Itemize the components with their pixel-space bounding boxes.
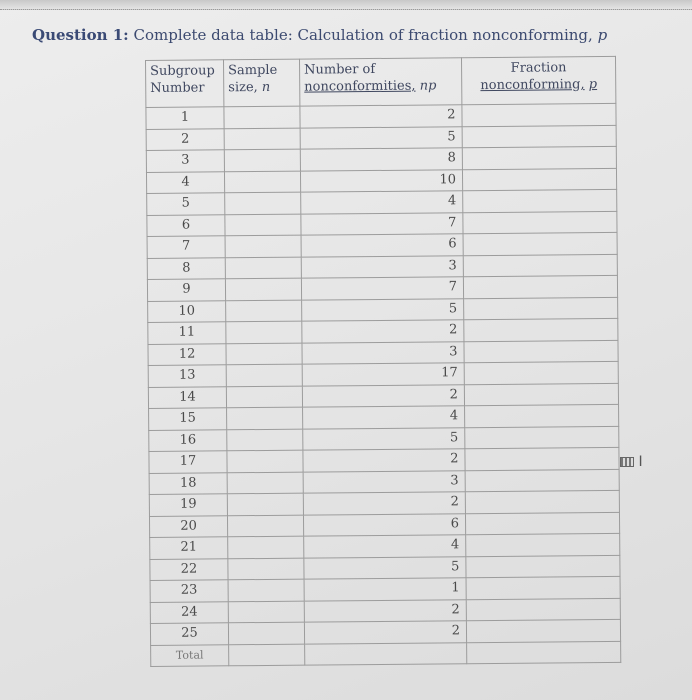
fraction-nonconforming-cell[interactable]: [464, 361, 618, 384]
sample-size-cell[interactable]: [228, 536, 304, 558]
nonconformities-cell: 4: [301, 191, 463, 214]
subgroup-number-cell: 2: [146, 128, 224, 150]
fraction-nonconforming-cell[interactable]: [466, 555, 620, 578]
nonconformities-cell: 6: [303, 513, 465, 536]
fraction-nonconforming-cell[interactable]: [462, 103, 616, 126]
total-fraction-cell[interactable]: [467, 641, 621, 664]
nonconformities-cell: 7: [301, 277, 463, 300]
question-title: [32, 26, 607, 44]
sample-size-cell[interactable]: [227, 429, 303, 451]
subgroup-number-cell: 18: [149, 472, 227, 494]
header-nonconformities: Number of nonconformities, np: [299, 58, 461, 106]
sample-size-cell[interactable]: [227, 493, 303, 515]
subgroup-number-cell: 17: [149, 451, 227, 473]
keyboard-icon: [620, 457, 634, 467]
subgroup-number-cell: 7: [147, 236, 225, 258]
fraction-nonconforming-cell[interactable]: [463, 254, 617, 277]
subgroup-number-cell: 19: [149, 494, 227, 516]
sample-size-cell[interactable]: [226, 321, 302, 343]
nonconformities-cell: 4: [304, 535, 466, 558]
subgroup-number-cell: 21: [150, 537, 228, 559]
nonconformities-cell: 5: [304, 556, 466, 579]
subgroup-number-cell: 15: [149, 408, 227, 430]
fraction-nonconforming-cell[interactable]: [466, 533, 620, 556]
fraction-nonconforming-cell[interactable]: [463, 232, 617, 255]
subgroup-number-cell: 4: [146, 171, 224, 193]
nonconformities-cell: 5: [303, 427, 465, 450]
fraction-nonconforming-cell[interactable]: [465, 490, 619, 513]
total-label: Total: [151, 644, 229, 666]
nonconformities-cell: 5: [302, 298, 464, 321]
sample-size-cell[interactable]: [224, 106, 300, 128]
data-table-wrapper: [145, 56, 620, 676]
nonconformities-cell: 6: [301, 234, 463, 257]
subgroup-number-cell: 24: [150, 601, 228, 623]
sample-size-cell[interactable]: [225, 278, 301, 300]
sample-size-cell[interactable]: [228, 622, 304, 644]
fraction-nonconforming-cell[interactable]: [463, 211, 617, 234]
fraction-nonconforming-cell[interactable]: [465, 447, 619, 470]
text-cursor-icon: I: [620, 454, 643, 470]
fraction-nonconforming-cell[interactable]: [465, 469, 619, 492]
fraction-nonconforming-cell[interactable]: [465, 404, 619, 427]
sample-size-cell[interactable]: [224, 171, 300, 193]
fraction-nonconforming-cell[interactable]: [463, 189, 617, 212]
fraction-nonconforming-cell[interactable]: [462, 168, 616, 191]
question-label: Question 1:: [32, 26, 129, 44]
nonconformities-cell: 3: [303, 470, 465, 493]
header-fraction-nonconforming: Fraction nonconforming, p: [461, 56, 615, 104]
nonconformities-cell: 10: [300, 169, 462, 192]
subgroup-number-cell: 8: [147, 257, 225, 279]
subgroup-number-cell: 23: [150, 580, 228, 602]
fraction-nonconforming-cell[interactable]: [464, 297, 618, 320]
sample-size-cell[interactable]: [227, 515, 303, 537]
nonconformities-cell: 2: [303, 492, 465, 515]
fraction-nonconforming-cell[interactable]: [466, 576, 620, 599]
sample-size-cell[interactable]: [224, 128, 300, 150]
subgroup-number-cell: 14: [148, 386, 226, 408]
subgroup-number-cell: 5: [147, 193, 225, 215]
sample-size-cell[interactable]: [227, 472, 303, 494]
subgroup-number-cell: 10: [148, 300, 226, 322]
nonconformities-cell: 2: [300, 105, 462, 128]
nonconformities-cell: 3: [302, 341, 464, 364]
subgroup-number-cell: 6: [147, 214, 225, 236]
sample-size-cell[interactable]: [226, 300, 302, 322]
fraction-nonconforming-cell[interactable]: [464, 318, 618, 341]
question-text: Complete data table: Calculation of fraction nonconforming,: [133, 26, 593, 44]
subgroup-number-cell: 9: [147, 279, 225, 301]
nonconformities-cell: 5: [300, 126, 462, 149]
subgroup-number-cell: 3: [146, 150, 224, 172]
sample-size-cell[interactable]: [226, 386, 302, 408]
fraction-nonconforming-cell[interactable]: [462, 125, 616, 148]
subgroup-number-cell: 13: [148, 365, 226, 387]
total-np-cell[interactable]: [305, 642, 467, 665]
table-header-row: [146, 56, 616, 107]
nonconformities-cell: 2: [304, 621, 466, 644]
sample-size-cell[interactable]: [228, 601, 304, 623]
nonconformities-cell: 4: [303, 406, 465, 429]
fraction-nonconforming-cell[interactable]: [464, 340, 618, 363]
fraction-nonconforming-cell[interactable]: [462, 146, 616, 169]
header-subgroup: Subgroup Number: [146, 60, 224, 108]
fraction-nonconforming-cell[interactable]: [465, 512, 619, 535]
fraction-nonconforming-cell[interactable]: [464, 383, 618, 406]
sample-size-cell[interactable]: [224, 149, 300, 171]
sample-size-cell[interactable]: [225, 214, 301, 236]
sample-size-cell[interactable]: [226, 343, 302, 365]
total-row: [151, 641, 621, 667]
subgroup-number-cell: 20: [149, 515, 227, 537]
nonconformities-cell: 2: [304, 599, 466, 622]
fraction-nonconforming-cell[interactable]: [463, 275, 617, 298]
subgroup-number-cell: 1: [146, 107, 224, 129]
fraction-nonconforming-cell[interactable]: [466, 619, 620, 642]
total-sample-cell[interactable]: [229, 644, 305, 666]
sample-size-cell[interactable]: [225, 192, 301, 214]
nonconformities-cell: 1: [304, 578, 466, 601]
sample-size-cell[interactable]: [225, 235, 301, 257]
question-symbol: p: [597, 26, 608, 44]
page-top-edge: [0, 0, 692, 10]
header-sample-size: Sample size, n: [224, 59, 300, 107]
sample-size-cell[interactable]: [226, 364, 302, 386]
nonconformities-cell: 8: [300, 148, 462, 171]
nonconformities-cell: 2: [302, 320, 464, 343]
nonconformities-cell: 2: [303, 449, 465, 472]
subgroup-number-cell: 12: [148, 343, 226, 365]
sample-size-cell[interactable]: [228, 558, 304, 580]
nonconformities-cell: 3: [301, 255, 463, 278]
subgroup-number-cell: 11: [148, 322, 226, 344]
nonconformities-cell: 2: [302, 384, 464, 407]
sample-size-cell[interactable]: [225, 257, 301, 279]
nonconformities-cell: 7: [301, 212, 463, 235]
subgroup-number-cell: 22: [150, 558, 228, 580]
sample-size-cell[interactable]: [227, 407, 303, 429]
sample-size-cell[interactable]: [227, 450, 303, 472]
subgroup-number-cell: 25: [150, 623, 228, 645]
fraction-nonconforming-cell[interactable]: [466, 598, 620, 621]
data-table: [145, 56, 621, 667]
subgroup-number-cell: 16: [149, 429, 227, 451]
sample-size-cell[interactable]: [228, 579, 304, 601]
fraction-nonconforming-cell[interactable]: [465, 426, 619, 449]
nonconformities-cell: 17: [302, 363, 464, 386]
